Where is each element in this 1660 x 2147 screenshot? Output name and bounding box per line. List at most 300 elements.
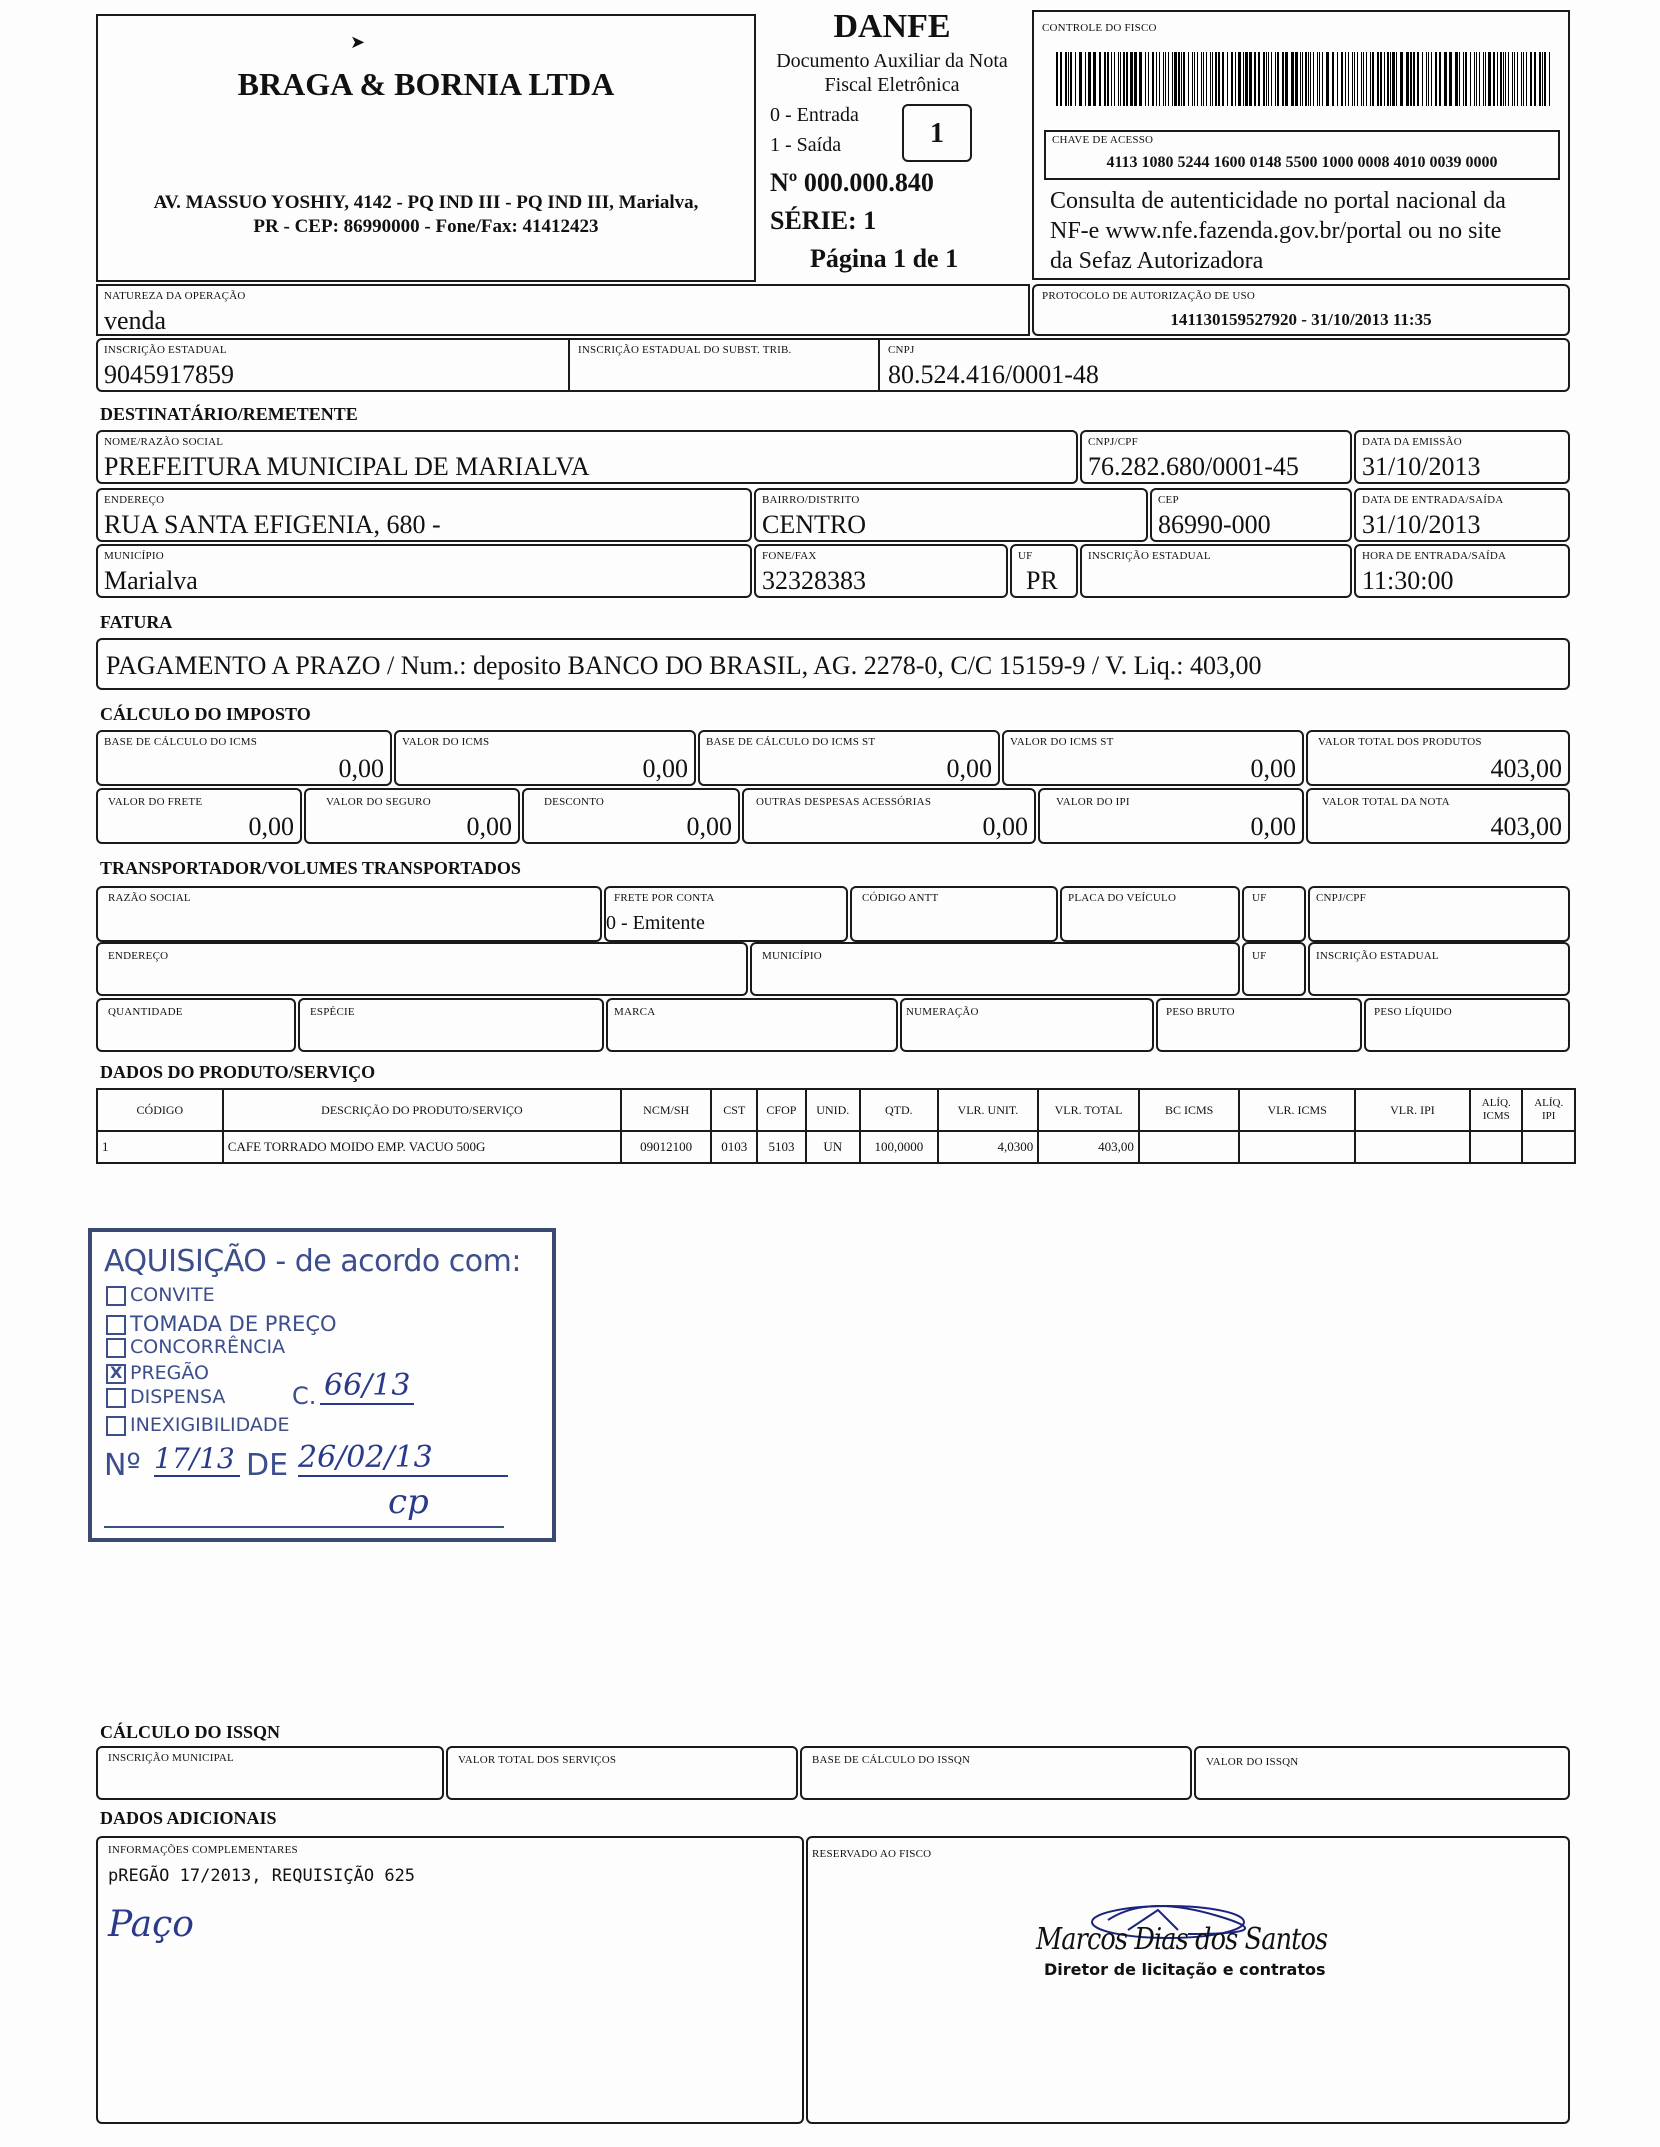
issqn-total-label: VALOR TOTAL DOS SERVIÇOS bbox=[458, 1754, 617, 1766]
barcode-bar bbox=[1459, 52, 1460, 106]
signature-name: Marcos Dias dos Santos bbox=[1036, 1922, 1328, 1957]
dest-hora-box bbox=[1354, 544, 1570, 598]
dest-entrada-box bbox=[1354, 488, 1570, 542]
barcode-bar bbox=[1060, 52, 1062, 106]
consulta-line-1: Consulta de autenticidade no portal nacional da bbox=[1050, 188, 1506, 214]
barcode-bar bbox=[1235, 52, 1236, 106]
dest-emissao-label: DATA DA EMISSÃO bbox=[1362, 436, 1462, 448]
stamp-de-value: 26/02/13 bbox=[298, 1440, 508, 1477]
ipi-label: VALOR DO IPI bbox=[1056, 796, 1130, 808]
dest-cnpj-label: CNPJ/CPF bbox=[1088, 436, 1138, 448]
outras-value: 0,00 bbox=[982, 812, 1028, 841]
transp-razao-label: RAZÃO SOCIAL bbox=[108, 892, 191, 904]
barcode-bar bbox=[1337, 52, 1338, 106]
signature-title: Diretor de licitação e contratos bbox=[1044, 1960, 1326, 1979]
desconto-label: DESCONTO bbox=[544, 796, 605, 808]
natureza-box bbox=[96, 284, 1030, 336]
col-header: VLR. TOTAL bbox=[1038, 1089, 1139, 1131]
transp-endereco-box bbox=[96, 942, 748, 996]
dest-cep-value: 86990-000 bbox=[1158, 510, 1271, 539]
consulta-line-2: NF-e www.nfe.fazenda.gov.br/portal ou no site bbox=[1050, 218, 1502, 244]
cell-cst: 0103 bbox=[711, 1131, 757, 1163]
barcode-bar bbox=[1410, 52, 1412, 106]
dest-bairro-value: CENTRO bbox=[762, 510, 866, 539]
total-prod-label: VALOR TOTAL DOS PRODUTOS bbox=[1318, 736, 1482, 748]
dest-municipio-label: MUNICÍPIO bbox=[104, 550, 164, 562]
fatura-box bbox=[96, 638, 1570, 690]
barcode-bar bbox=[1210, 52, 1211, 106]
barcode-bar bbox=[1435, 52, 1437, 106]
barcode-bar bbox=[1392, 52, 1395, 106]
barcode-bar bbox=[1500, 52, 1502, 106]
barcode-bar bbox=[1305, 52, 1307, 106]
barcode-bar bbox=[1508, 52, 1509, 106]
barcode-bar bbox=[1366, 52, 1367, 106]
frete-label: VALOR DO FRETE bbox=[108, 796, 203, 808]
barcode-bar bbox=[1345, 52, 1346, 106]
destinatario-section-title: DESTINATÁRIO/REMETENTE bbox=[100, 404, 358, 424]
barcode-bar bbox=[1483, 52, 1484, 106]
transp-placa-box bbox=[1060, 886, 1240, 942]
barcode-bar bbox=[1134, 52, 1137, 106]
barcode-bar bbox=[1282, 52, 1284, 106]
chave-value: 4113 1080 5244 1600 0148 5500 1000 0008 4010 0039 0000 bbox=[1106, 154, 1498, 171]
col-header: VLR. ICMS bbox=[1239, 1089, 1354, 1131]
emitter-address-1: AV. MASSUO YOSHIY, 4142 - PQ IND III - PQ IND III, Marialva, bbox=[153, 192, 699, 213]
barcode-bar bbox=[1148, 52, 1149, 106]
cnpj-label: CNPJ bbox=[888, 344, 915, 356]
total-nota-label: VALOR TOTAL DA NOTA bbox=[1322, 796, 1450, 808]
barcode-bar bbox=[1512, 52, 1513, 106]
barcode-bar bbox=[1145, 52, 1146, 106]
barcode-bar bbox=[1168, 52, 1169, 106]
issqn-valor-box bbox=[1194, 1746, 1570, 1800]
transp-especie-box bbox=[298, 998, 604, 1052]
barcode-bar bbox=[1539, 52, 1541, 106]
cnpj-value: 80.524.416/0001-48 bbox=[888, 360, 1099, 389]
dest-entrada-label: DATA DE ENTRADA/SAÍDA bbox=[1362, 494, 1504, 506]
stamp-c-value: 66/13 bbox=[320, 1368, 414, 1405]
issqn-section-title: CÁLCULO DO ISSQN bbox=[100, 1722, 281, 1742]
barcode-bar bbox=[1174, 52, 1177, 106]
fatura-section-title: FATURA bbox=[100, 612, 173, 632]
dest-fone-box bbox=[754, 544, 1008, 598]
aquisicao-stamp bbox=[88, 1228, 556, 1542]
barcode-bar bbox=[1526, 52, 1527, 106]
danfe-saida: 1 - Saída bbox=[770, 134, 842, 156]
stamp-option: CONCORRÊNCIA bbox=[106, 1336, 285, 1358]
produtos-section-title: DADOS DO PRODUTO/SERVIÇO bbox=[100, 1062, 376, 1082]
barcode-bar bbox=[1093, 52, 1096, 106]
barcode-bar bbox=[1178, 52, 1180, 106]
barcode-bar bbox=[1357, 52, 1358, 106]
barcode-bar bbox=[1172, 52, 1173, 106]
barcode-bar bbox=[1088, 52, 1091, 106]
base-st-box bbox=[698, 730, 1000, 786]
barcode-bar bbox=[1523, 52, 1524, 106]
dest-fone-label: FONE/FAX bbox=[762, 550, 817, 562]
checkbox-icon bbox=[106, 1388, 126, 1408]
stamp-numero-value: 17/13 bbox=[154, 1442, 240, 1477]
barcode-bar bbox=[1245, 52, 1248, 106]
transp-municipio-box bbox=[750, 942, 1240, 996]
barcode-bar bbox=[1206, 52, 1207, 106]
stamp-option: TOMADA DE PREÇO bbox=[106, 1312, 337, 1336]
barcode-bar bbox=[1197, 52, 1198, 106]
barcode-bar bbox=[1476, 52, 1477, 106]
protocolo-box bbox=[1032, 284, 1570, 336]
desconto-value: 0,00 bbox=[686, 812, 732, 841]
total-nota-box bbox=[1306, 788, 1570, 844]
barcode-bar bbox=[1396, 52, 1397, 106]
cell-codigo: 1 bbox=[97, 1131, 223, 1163]
barcode-bar bbox=[1065, 52, 1067, 106]
col-header: CFOP bbox=[757, 1089, 805, 1131]
transp-razao-box bbox=[96, 886, 602, 942]
dest-cep-label: CEP bbox=[1158, 494, 1179, 506]
barcode-bar bbox=[1317, 52, 1318, 106]
barcode-bar bbox=[1268, 52, 1269, 106]
cell-bc-icms bbox=[1139, 1131, 1240, 1163]
fatura-text: PAGAMENTO A PRAZO / Num.: deposito BANCO DO BRASIL, AG. 2278-0, C/C 15159-9 / V. Liq.: 403,00 bbox=[106, 651, 1262, 680]
barcode-bar bbox=[1544, 52, 1546, 106]
danfe-title: DANFE bbox=[833, 8, 951, 45]
col-header: BC ICMS bbox=[1139, 1089, 1240, 1131]
danfe-number: Nº 000.000.840 bbox=[770, 168, 934, 197]
dest-ie-box bbox=[1080, 544, 1352, 598]
transp-cnpj-box bbox=[1308, 886, 1570, 942]
seguro-value: 0,00 bbox=[466, 812, 512, 841]
valor-st-box bbox=[1002, 730, 1304, 786]
stamp-option: INEXIGIBILIDADE bbox=[106, 1414, 290, 1436]
total-prod-box bbox=[1306, 730, 1570, 786]
barcode-bar bbox=[1377, 52, 1379, 106]
transp-antt-label: CÓDIGO ANTT bbox=[862, 892, 939, 904]
transp-qtd-box bbox=[96, 998, 296, 1052]
transp-marca-label: MARCA bbox=[614, 1006, 656, 1018]
issqn-im-label: INSCRIÇÃO MUNICIPAL bbox=[108, 1752, 234, 1764]
barcode-bar bbox=[1474, 52, 1475, 106]
transp-endereco-label: ENDEREÇO bbox=[108, 950, 169, 962]
barcode bbox=[1056, 52, 1552, 106]
barcode-bar bbox=[1417, 52, 1419, 106]
natureza-label: NATUREZA DA OPERAÇÃO bbox=[104, 290, 246, 302]
ie-label: INSCRIÇÃO ESTADUAL bbox=[104, 344, 227, 356]
adicionais-section-title: DADOS ADICIONAIS bbox=[100, 1808, 277, 1828]
barcode-bar bbox=[1201, 52, 1202, 106]
info-handwritten: Paço bbox=[108, 1904, 194, 1945]
issqn-valor-label: VALOR DO ISSQN bbox=[1206, 1756, 1299, 1768]
transp-placa-label: PLACA DO VEÍCULO bbox=[1068, 892, 1177, 904]
cell-unid: UN bbox=[806, 1131, 861, 1163]
barcode-bar bbox=[1485, 52, 1486, 106]
barcode-bar bbox=[1406, 52, 1409, 106]
checkbox-icon bbox=[106, 1315, 126, 1335]
table-row bbox=[97, 1131, 1575, 1163]
outras-label: OUTRAS DESPESAS ACESSÓRIAS bbox=[756, 796, 932, 808]
barcode-bar bbox=[1056, 52, 1058, 106]
barcode-bar bbox=[1215, 52, 1217, 106]
cell-qtd: 100,0000 bbox=[860, 1131, 938, 1163]
danfe-serie: SÉRIE: 1 bbox=[770, 206, 877, 235]
col-header: ALÍQ. ICMS bbox=[1470, 1089, 1522, 1131]
cell-vlr-unit: 4,0300 bbox=[938, 1131, 1039, 1163]
barcode-bar bbox=[1439, 52, 1441, 106]
cell-aliq-ipi bbox=[1522, 1131, 1575, 1163]
transp-liquido-box bbox=[1364, 998, 1570, 1052]
danfe-type-value: 1 bbox=[930, 118, 944, 149]
stamp-signature-line bbox=[104, 1526, 504, 1528]
barcode-bar bbox=[1231, 52, 1233, 106]
base-icms-value: 0,00 bbox=[338, 754, 384, 783]
barcode-bar bbox=[1285, 52, 1288, 106]
stamp-initials: cp bbox=[388, 1482, 429, 1522]
base-icms-label: BASE DE CÁLCULO DO ICMS bbox=[104, 736, 258, 748]
danfe-panel bbox=[758, 8, 1026, 284]
checkbox-icon bbox=[106, 1286, 126, 1306]
checkbox-icon bbox=[106, 1416, 126, 1436]
barcode-bar bbox=[1192, 52, 1193, 106]
chave-label: CHAVE DE ACESSO bbox=[1052, 134, 1154, 146]
barcode-bar bbox=[1517, 52, 1518, 106]
barcode-bar bbox=[1348, 52, 1349, 106]
transp-numeracao-label: NUMERAÇÃO bbox=[906, 1006, 979, 1018]
cell-cfop: 5103 bbox=[757, 1131, 805, 1163]
transp-antt-box bbox=[850, 886, 1058, 942]
barcode-bar bbox=[1530, 52, 1532, 106]
barcode-bar bbox=[1413, 52, 1415, 106]
total-prod-value: 403,00 bbox=[1490, 754, 1562, 783]
barcode-bar bbox=[1068, 52, 1069, 106]
dest-endereco-box bbox=[96, 488, 752, 542]
barcode-bar bbox=[1181, 52, 1182, 106]
barcode-bar bbox=[1075, 52, 1076, 106]
barcode-bar bbox=[1277, 52, 1279, 106]
base-st-label: BASE DE CÁLCULO DO ICMS ST bbox=[706, 736, 876, 748]
valor-st-value: 0,00 bbox=[1250, 754, 1296, 783]
col-header: VLR. IPI bbox=[1355, 1089, 1470, 1131]
barcode-bar bbox=[1444, 52, 1447, 106]
barcode-bar bbox=[1165, 52, 1166, 106]
barcode-bar bbox=[1114, 52, 1115, 106]
dest-nome-box bbox=[96, 430, 1078, 484]
barcode-bar bbox=[1470, 52, 1471, 106]
stamp-option: X PREGÃO bbox=[106, 1362, 209, 1384]
col-header: VLR. UNIT. bbox=[938, 1089, 1039, 1131]
col-header: DESCRIÇÃO DO PRODUTO/SERVIÇO bbox=[223, 1089, 621, 1131]
divider bbox=[878, 340, 880, 390]
dest-nome-label: NOME/RAZÃO SOCIAL bbox=[104, 436, 224, 448]
transp-ie-box bbox=[1308, 942, 1570, 996]
ie-st-label: INSCRIÇÃO ESTADUAL DO SUBST. TRIB. bbox=[578, 344, 792, 356]
barcode-bar bbox=[1400, 52, 1403, 106]
protocolo-label: PROTOCOLO DE AUTORIZAÇÃO DE USO bbox=[1042, 290, 1255, 302]
barcode-bar bbox=[1111, 52, 1112, 106]
col-header: UNID. bbox=[806, 1089, 861, 1131]
transp-qtd-label: QUANTIDADE bbox=[108, 1006, 183, 1018]
checked-box-icon: X bbox=[106, 1364, 126, 1384]
transp-uf-label: UF bbox=[1252, 892, 1267, 904]
cell-descricao: CAFE TORRADO MOIDO EMP. VACUO 500G bbox=[223, 1131, 621, 1163]
valor-icms-label: VALOR DO ICMS bbox=[402, 736, 490, 748]
barcode-bar bbox=[1361, 52, 1362, 106]
fisco-box bbox=[1032, 10, 1570, 280]
barcode-bar bbox=[1387, 52, 1389, 106]
barcode-bar bbox=[1384, 52, 1385, 106]
barcode-bar bbox=[1332, 52, 1334, 106]
protocolo-value: 141130159527920 - 31/10/2013 11:35 bbox=[1170, 310, 1432, 329]
danfe-subtitle-2: Fiscal Eletrônica bbox=[824, 74, 960, 96]
cell-aliq-icms bbox=[1470, 1131, 1522, 1163]
transp-uf2-label: UF bbox=[1252, 950, 1267, 962]
barcode-bar bbox=[1505, 52, 1506, 106]
barcode-bar bbox=[1463, 52, 1464, 106]
dest-uf-box bbox=[1010, 544, 1078, 598]
dest-cnpj-value: 76.282.680/0001-45 bbox=[1088, 452, 1299, 481]
dest-emissao-box bbox=[1354, 430, 1570, 484]
barcode-bar bbox=[1218, 52, 1220, 106]
valor-icms-value: 0,00 bbox=[642, 754, 688, 783]
imposto-section-title: CÁLCULO DO IMPOSTO bbox=[100, 704, 311, 724]
barcode-bar bbox=[1319, 52, 1320, 106]
dest-hora-value: 11:30:00 bbox=[1362, 566, 1454, 595]
dest-emissao-value: 31/10/2013 bbox=[1362, 452, 1481, 481]
barcode-bar bbox=[1363, 52, 1364, 106]
col-header: ALÍQ. IPI bbox=[1522, 1089, 1575, 1131]
barcode-bar bbox=[1352, 52, 1353, 106]
barcode-bar bbox=[1308, 52, 1309, 106]
danfe-entrada: 0 - Entrada bbox=[770, 104, 859, 126]
barcode-bar bbox=[1497, 52, 1498, 106]
barcode-bar bbox=[1503, 52, 1504, 106]
barcode-bar bbox=[1310, 52, 1311, 106]
col-header: CÓDIGO bbox=[97, 1089, 223, 1131]
ipi-value: 0,00 bbox=[1250, 812, 1296, 841]
barcode-bar bbox=[1372, 52, 1374, 106]
dest-uf-value: PR bbox=[1026, 566, 1058, 595]
info-label: INFORMAÇÕES COMPLEMENTARES bbox=[108, 1844, 298, 1856]
emitter-address-2: PR - CEP: 86990000 - Fone/Fax: 41412423 bbox=[253, 216, 599, 237]
issqn-total-box bbox=[446, 1746, 798, 1800]
barcode-bar bbox=[1266, 52, 1267, 106]
barcode-bar bbox=[1238, 52, 1241, 106]
products-table bbox=[96, 1088, 1576, 1164]
ie-value: 9045917859 bbox=[104, 360, 234, 389]
barcode-bar bbox=[1295, 52, 1298, 106]
barcode-bar bbox=[1390, 52, 1391, 106]
barcode-bar bbox=[1203, 52, 1204, 106]
seguro-box bbox=[304, 788, 520, 844]
barcode-bar bbox=[1183, 52, 1185, 106]
stamp-option: DISPENSA bbox=[106, 1386, 225, 1408]
dest-nome-value: PREFEITURA MUNICIPAL DE MARIALVA bbox=[104, 452, 590, 481]
barcode-bar bbox=[1313, 52, 1314, 106]
stamp-c-label: C. bbox=[292, 1382, 317, 1410]
barcode-bar bbox=[1341, 52, 1343, 106]
products-header-row bbox=[97, 1089, 1575, 1131]
barcode-bar bbox=[1163, 52, 1164, 106]
barcode-bar bbox=[1118, 52, 1119, 106]
dest-uf-label: UF bbox=[1018, 550, 1033, 562]
barcode-bar bbox=[1326, 52, 1329, 106]
barcode-bar bbox=[1194, 52, 1195, 106]
col-header: CST bbox=[711, 1089, 757, 1131]
emitter-logo-mark: ➤ bbox=[350, 32, 366, 52]
barcode-bar bbox=[1130, 52, 1133, 106]
seguro-label: VALOR DO SEGURO bbox=[326, 796, 431, 808]
barcode-bar bbox=[1263, 52, 1265, 106]
stamp-title: AQUISIÇÃO - de acordo com: bbox=[104, 1244, 521, 1279]
barcode-bar bbox=[1159, 52, 1160, 106]
transp-ie-label: INSCRIÇÃO ESTADUAL bbox=[1316, 950, 1439, 962]
barcode-bar bbox=[1212, 52, 1213, 106]
barcode-bar bbox=[1275, 52, 1276, 106]
consulta-line-3: da Sefaz Autorizadora bbox=[1050, 248, 1264, 274]
barcode-bar bbox=[1120, 52, 1121, 106]
barcode-bar bbox=[1354, 52, 1355, 106]
cell-vlr-ipi bbox=[1355, 1131, 1470, 1163]
dest-entrada-value: 31/10/2013 bbox=[1362, 510, 1481, 539]
stamp-de-label: DE bbox=[246, 1448, 289, 1483]
transp-bruto-label: PESO BRUTO bbox=[1166, 1006, 1235, 1018]
transp-liquido-label: PESO LÍQUIDO bbox=[1374, 1006, 1452, 1018]
barcode-bar bbox=[1422, 52, 1423, 106]
barcode-bar bbox=[1099, 52, 1101, 106]
barcode-bar bbox=[1465, 52, 1467, 106]
transp-especie-label: ESPÉCIE bbox=[310, 1006, 355, 1018]
barcode-bar bbox=[1370, 52, 1371, 106]
barcode-bar bbox=[1322, 52, 1323, 106]
barcode-bar bbox=[1428, 52, 1429, 106]
issqn-base-box bbox=[800, 1746, 1192, 1800]
barcode-bar bbox=[1249, 52, 1252, 106]
divider bbox=[568, 340, 570, 390]
barcode-bar bbox=[1300, 52, 1301, 106]
transp-bruto-box bbox=[1156, 998, 1362, 1052]
info-box bbox=[96, 1836, 804, 2124]
cell-vlr-icms bbox=[1239, 1131, 1354, 1163]
barcode-bar bbox=[1156, 52, 1157, 106]
barcode-bar bbox=[1426, 52, 1427, 106]
emitter-name: BRAGA & BORNIA LTDA bbox=[237, 66, 615, 102]
reservado-label: RESERVADO AO FISCO bbox=[812, 1848, 932, 1860]
ie-row bbox=[96, 338, 1570, 392]
danfe-page: Página 1 de 1 bbox=[810, 244, 959, 273]
barcode-bar bbox=[1291, 52, 1294, 106]
transp-frete-value: 0 - Emitente bbox=[606, 912, 705, 934]
barcode-bar bbox=[1493, 52, 1495, 106]
transp-marca-box bbox=[606, 998, 898, 1052]
transp-numeracao-box bbox=[900, 998, 1154, 1052]
dest-bairro-label: BAIRRO/DISTRITO bbox=[762, 494, 860, 506]
outras-box bbox=[742, 788, 1036, 844]
barcode-bar bbox=[1271, 52, 1272, 106]
ipi-box bbox=[1038, 788, 1304, 844]
stamp-option: CONVITE bbox=[106, 1284, 215, 1306]
frete-value: 0,00 bbox=[248, 812, 294, 841]
barcode-bar bbox=[1139, 52, 1142, 106]
dest-cnpj-box bbox=[1080, 430, 1352, 484]
transp-municipio-label: MUNICÍPIO bbox=[762, 950, 822, 962]
total-nota-value: 403,00 bbox=[1490, 812, 1562, 841]
issqn-base-label: BASE DE CÁLCULO DO ISSQN bbox=[812, 1754, 971, 1766]
barcode-bar bbox=[1085, 52, 1086, 106]
barcode-bar bbox=[1534, 52, 1536, 106]
valor-st-label: VALOR DO ICMS ST bbox=[1010, 736, 1114, 748]
reservado-box bbox=[806, 1836, 1570, 2124]
base-icms-box bbox=[96, 730, 392, 786]
barcode-bar bbox=[1455, 52, 1458, 106]
